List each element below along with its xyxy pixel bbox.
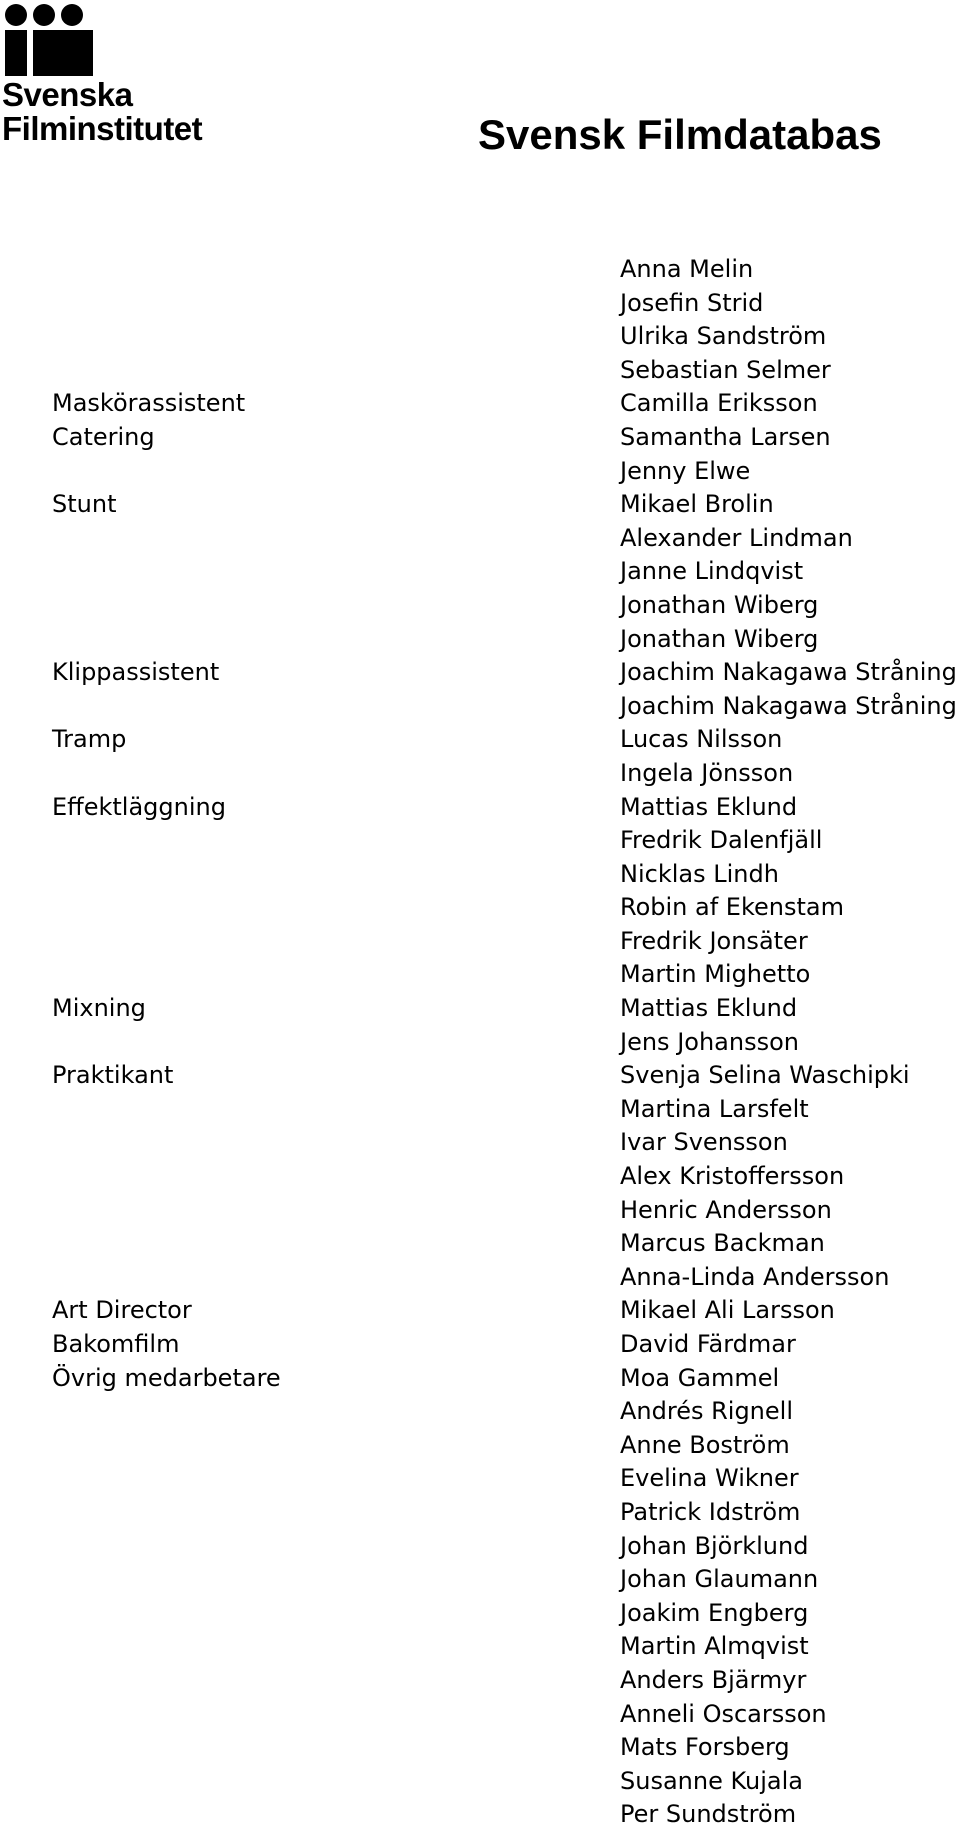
crew-name: Evelina Wikner xyxy=(620,1464,799,1493)
crew-row xyxy=(0,354,960,388)
crew-row xyxy=(0,1429,960,1463)
crew-row xyxy=(0,1059,960,1093)
crew-name: David Färdmar xyxy=(620,1330,796,1358)
crew-name: Camilla Eriksson xyxy=(620,389,818,418)
crew-name: Anneli Oscarsson xyxy=(620,1699,827,1728)
crew-row xyxy=(0,1328,960,1362)
crew-name: Per Sundström xyxy=(620,1800,797,1829)
crew-name: Mats Forsberg xyxy=(620,1733,790,1762)
crew-row xyxy=(0,1395,960,1429)
crew-name: Anna-Linda Andersson xyxy=(620,1262,890,1291)
crew-name: Mikael Ali Larsson xyxy=(620,1296,835,1325)
crew-row xyxy=(0,858,960,892)
crew-row xyxy=(0,1227,960,1261)
crew-row xyxy=(0,1664,960,1698)
crew-name: Nicklas Lindh xyxy=(620,859,779,888)
crew-name: Fredrik Jonsäter xyxy=(620,926,808,955)
crew-name: Marcus Backman xyxy=(620,1229,825,1258)
crew-row xyxy=(0,1798,960,1832)
crew-name: Susanne Kujala xyxy=(620,1766,803,1795)
crew-row xyxy=(0,958,960,992)
crew-list xyxy=(0,253,960,1832)
crew-row xyxy=(0,656,960,690)
crew-row xyxy=(0,1597,960,1631)
crew-row xyxy=(0,555,960,589)
crew-name: Sebastian Selmer xyxy=(620,355,831,384)
crew-role: Praktikant xyxy=(52,1061,174,1090)
crew-name: Ulrika Sandström xyxy=(620,322,827,351)
crew-name: Mattias Eklund xyxy=(620,994,798,1023)
crew-row xyxy=(0,253,960,287)
crew-role: Catering xyxy=(52,422,155,451)
crew-row xyxy=(0,690,960,724)
crew-row xyxy=(0,1765,960,1799)
crew-name: Svenja Selina Waschipki xyxy=(620,1061,910,1090)
crew-role: Klippassistent xyxy=(52,658,220,687)
crew-row xyxy=(0,387,960,421)
crew-role: Tramp xyxy=(52,725,127,754)
crew-name: Jens Johansson xyxy=(620,1027,799,1056)
crew-role: Mixning xyxy=(52,994,146,1023)
crew-name: Joakim Engberg xyxy=(620,1598,809,1627)
crew-name: Martin Almqvist xyxy=(620,1632,809,1661)
crew-name: Janne Lindqvist xyxy=(620,557,804,586)
crew-role: Bakomfilm xyxy=(52,1330,180,1358)
crew-name: Jenny Elwe xyxy=(620,456,751,485)
crew-row xyxy=(0,1362,960,1396)
crew-role: Övrig medarbetare xyxy=(52,1363,281,1392)
crew-role: Stunt xyxy=(52,490,117,519)
crew-name: Jonathan Wiberg xyxy=(620,624,819,653)
crew-row xyxy=(0,1026,960,1060)
crew-row xyxy=(0,1563,960,1597)
crew-row xyxy=(0,522,960,556)
crew-name: Joachim Nakagawa Stråning xyxy=(620,691,957,720)
logo-wordmark xyxy=(2,78,202,146)
crew-role: Effektläggning xyxy=(52,792,226,821)
crew-row xyxy=(0,589,960,623)
crew-row xyxy=(0,1194,960,1228)
crew-name: Lucas Nilsson xyxy=(620,725,783,754)
crew-name: Josefin Strid xyxy=(620,288,764,317)
crew-name: Anna Melin xyxy=(620,255,754,283)
crew-row xyxy=(0,1093,960,1127)
crew-name: Patrick Idström xyxy=(620,1497,801,1526)
page-title: Svensk Filmdatabas xyxy=(478,111,882,158)
crew-row xyxy=(0,287,960,321)
crew-row xyxy=(0,488,960,522)
crew-name: Johan Björklund xyxy=(620,1531,809,1560)
crew-row xyxy=(0,1731,960,1765)
logo-mark-icon xyxy=(4,4,94,76)
crew-name: Martina Larsfelt xyxy=(620,1094,809,1123)
crew-name: Mattias Eklund xyxy=(620,792,798,821)
crew-name: Moa Gammel xyxy=(620,1363,780,1392)
crew-row xyxy=(0,320,960,354)
crew-name: Mikael Brolin xyxy=(620,490,774,519)
crew-row xyxy=(0,992,960,1026)
crew-row xyxy=(0,723,960,757)
crew-name: Ivar Svensson xyxy=(620,1128,788,1157)
crew-name: Jonathan Wiberg xyxy=(620,590,819,619)
logo-line-2: Filminstitutet xyxy=(2,110,203,147)
crew-name: Samantha Larsen xyxy=(620,422,831,451)
crew-row xyxy=(0,1160,960,1194)
crew-row xyxy=(0,1261,960,1295)
crew-name: Johan Glaumann xyxy=(620,1565,819,1594)
crew-name: Anne Boström xyxy=(620,1430,790,1459)
crew-role: Maskörassistent xyxy=(52,389,246,418)
logo-line-1: Svenska xyxy=(2,76,133,113)
crew-name: Andrés Rignell xyxy=(620,1397,793,1426)
crew-name: Alex Kristoffersson xyxy=(620,1162,845,1191)
crew-name: Ingela Jönsson xyxy=(620,758,794,787)
crew-row xyxy=(0,791,960,825)
crew-row xyxy=(0,623,960,657)
crew-row xyxy=(0,891,960,925)
crew-name: Fredrik Dalenfjäll xyxy=(620,826,823,855)
crew-row xyxy=(0,757,960,791)
crew-name: Joachim Nakagawa Stråning xyxy=(620,658,957,687)
crew-row xyxy=(0,1496,960,1530)
crew-row xyxy=(0,421,960,455)
crew-row xyxy=(0,1126,960,1160)
svenska-filminstitutet-logo xyxy=(0,0,250,160)
crew-role: Art Director xyxy=(52,1296,192,1325)
crew-row xyxy=(0,1530,960,1564)
crew-row xyxy=(0,824,960,858)
crew-name: Henric Andersson xyxy=(620,1195,832,1224)
crew-name: Anders Bjärmyr xyxy=(620,1665,807,1694)
crew-row xyxy=(0,1630,960,1664)
crew-row xyxy=(0,1294,960,1328)
crew-name: Robin af Ekenstam xyxy=(620,893,844,922)
crew-row xyxy=(0,1698,960,1732)
crew-row xyxy=(0,925,960,959)
crew-name: Alexander Lindman xyxy=(620,523,853,552)
crew-row xyxy=(0,1462,960,1496)
crew-name: Martin Mighetto xyxy=(620,960,811,989)
crew-row xyxy=(0,455,960,489)
